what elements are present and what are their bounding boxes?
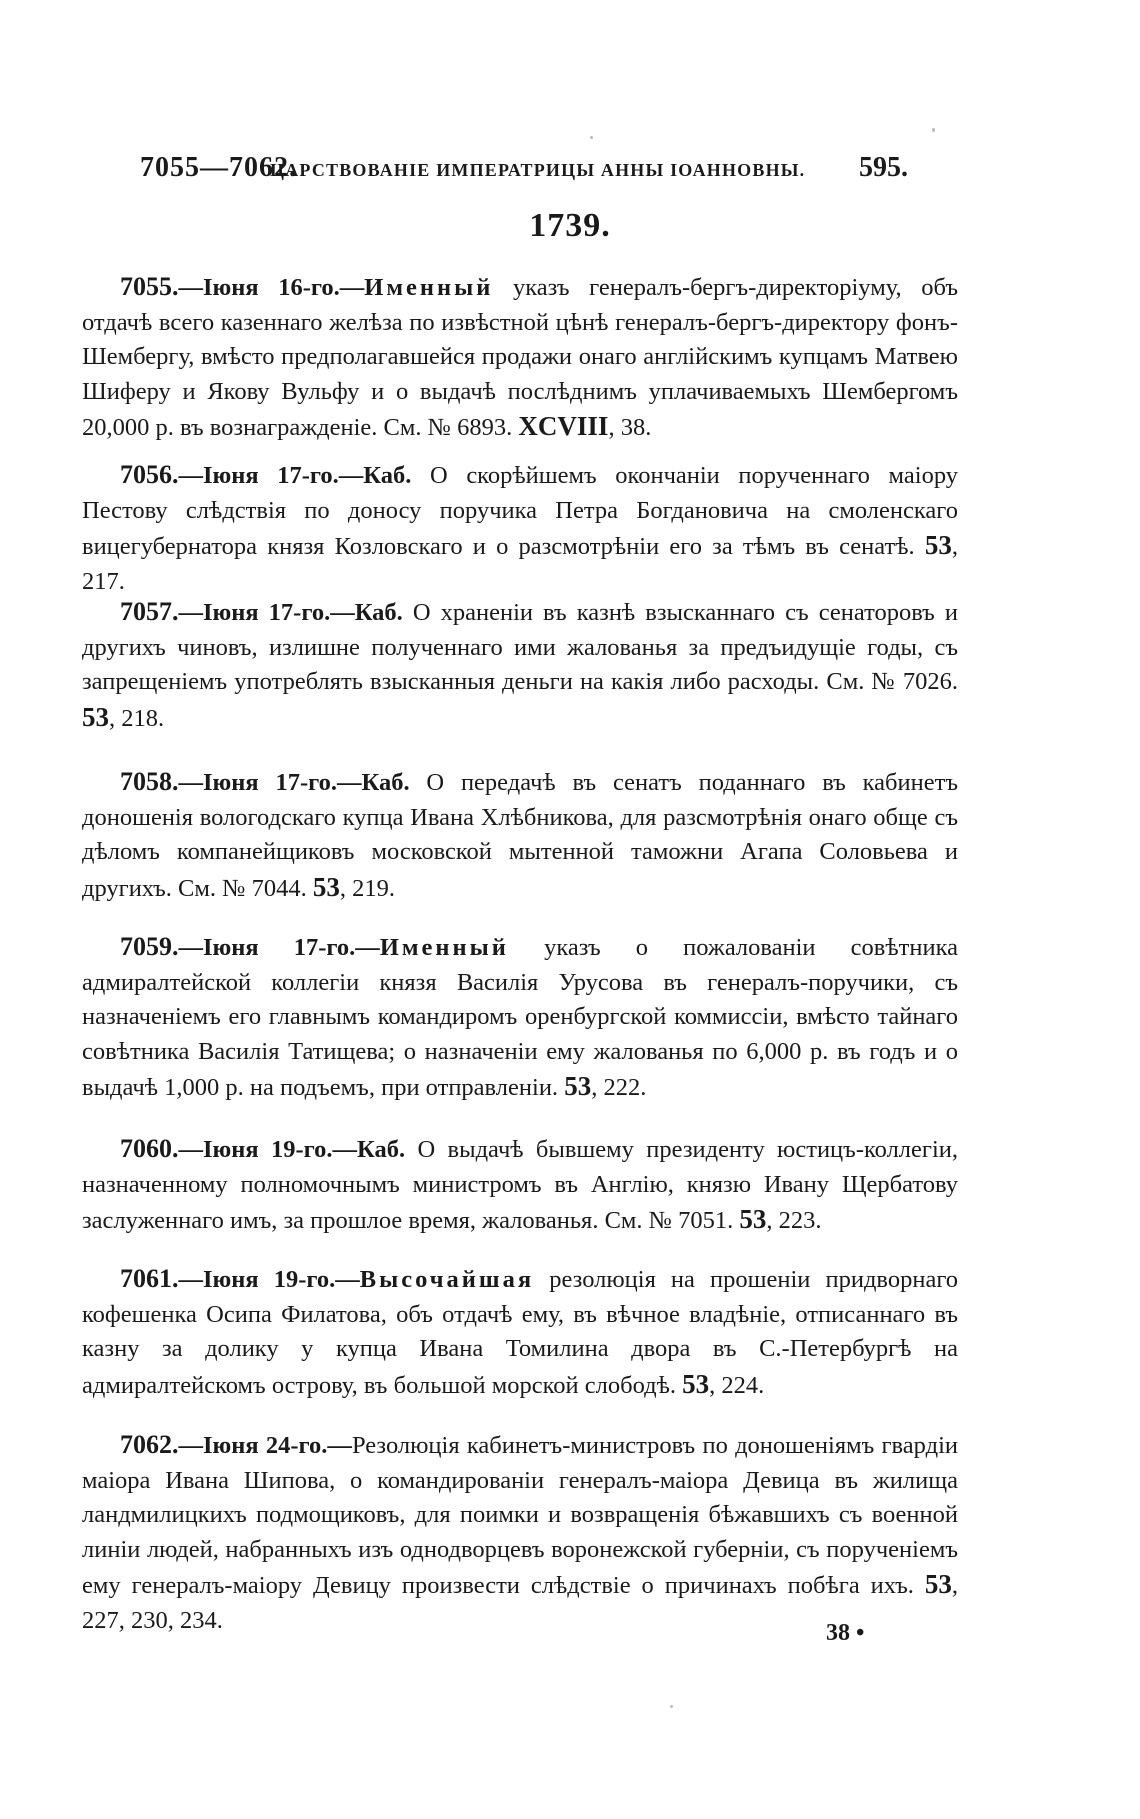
entry-kind: Именный: [364, 274, 494, 301]
entry-volume: 53: [682, 1368, 710, 1399]
entry-7055: [82, 270, 958, 446]
entry-pages: , 217.: [82, 533, 958, 595]
entry-pages: , 227, 230, 234.: [82, 1572, 958, 1634]
entry-number: 7059.: [120, 932, 179, 961]
running-head: [140, 152, 908, 192]
entry-kind: Резолюція: [351, 1432, 460, 1459]
entry-date: —Іюня 24-го.—: [178, 1432, 352, 1459]
entry-text: О храненіи въ казнѣ взысканнаго съ сенаторовъ и другихъ чиновъ, излишне полученнаго ими жалованья за предъидущіе годы, съ запрещеніемъ употреблять взысканныя деньги на какія либо расходы. См. № 7026.: [82, 599, 959, 695]
running-head-range: 7055—7062.: [140, 152, 297, 183]
entry-text: О передачѣ въ сенатъ поданнаго въ кабинетъ доношенія вологодскаго купца Ивана Хлѣбникова, для разсмотрѣнія онаго обще съ дѣломъ компанейщиковъ московской мытенной таможни Агапа Соловьева и другихъ. См. № 7044.: [82, 769, 958, 902]
entry-pages: , 219.: [339, 874, 396, 902]
entry-kind: Каб.: [354, 599, 403, 626]
entry-pages: , 223.: [766, 1207, 822, 1234]
entry-volume: 53: [924, 1569, 952, 1599]
entry-pages: , 222.: [591, 1074, 647, 1101]
entry-text: кабинетъ-министровъ по доношеніямъ гвардіи маіора Ивана Шипова, о командированіи генералъ-маіора Девица въ жилища ландмилицкихъ подмощиковъ, для поимки и возвращенія бѣжавшихъ съ военной линіи людей, набранныхъ изъ однодворцевъ воронежской губерніи, съ порученіемъ ему генералъ-маіору Девицу произвести слѣдствіе о причинахъ побѣга ихъ.: [82, 1432, 958, 1599]
entry-kind: Каб.: [363, 462, 412, 489]
entry-kind: Высочайшая: [359, 1266, 535, 1293]
entry-volume: 53: [312, 871, 340, 902]
entry-volume: XCVIII: [518, 411, 609, 441]
entry-number: 7060.: [120, 1134, 179, 1163]
entry-7057: [82, 595, 958, 736]
entry-7060: [82, 1132, 958, 1239]
scan-speck: [670, 1705, 673, 1708]
entry-volume: 53: [564, 1071, 592, 1101]
entry-pages: , 218.: [109, 704, 165, 732]
entry-number: 7055.: [120, 272, 179, 301]
entry-7061: [82, 1262, 958, 1403]
entry-number: 7056.: [120, 460, 179, 489]
entry-number: 7057.: [120, 597, 179, 626]
entry-volume: 53: [82, 701, 109, 732]
entry-date: —Іюня 17-го.—: [178, 934, 380, 961]
entry-number: 7062.: [120, 1430, 179, 1459]
signature-mark: 38 •: [826, 1620, 865, 1646]
entry-date: —Іюня 17-го.—: [178, 769, 362, 796]
entry-7058: [82, 765, 958, 906]
entry-kind: Именный: [379, 934, 509, 961]
entry-number: 7061.: [120, 1264, 179, 1293]
entry-text: резолюція на прошеніи придворнаго кофешенка Осипа Филатова, объ отдачѣ ему, въ вѣчное владѣніе, отписаннаго въ казну за долику у купца Ивана Томилина двора въ С.-Петербургѣ на адмиралтейскомъ острову, въ большой морской слободѣ.: [82, 1266, 959, 1399]
entry-number: 7058.: [120, 767, 179, 796]
entry-date: —Іюня 19-го.—: [178, 1266, 360, 1293]
entry-date: —Іюня 17-го.—: [178, 462, 364, 489]
entry-text: указъ генералъ-бергъ-директоріуму, объ отдачѣ всего казеннаго желѣза по извѣстной цѣнѣ генералъ-бергъ-директору фонъ-Шембергу, вмѣсто предполагавшейся продажи онаго англійскимъ купцамъ Матвею Шиферу и Якову Вульфу и о выдачѣ послѣднимъ уплачиваемыхъ Шембергомъ 20,000 р. въ вознагражденіе. См. № 6893.: [82, 274, 959, 441]
entry-kind: Каб.: [357, 1136, 406, 1163]
scan-speck: [590, 136, 593, 139]
running-head-title: ЦАРСТВОВАНІЕ ИМПЕРАТРИЦЫ АННЫ ІОАННОВНЫ.: [270, 160, 806, 180]
entry-7056: [82, 458, 958, 599]
entry-date: —Іюня 17-го.—: [178, 599, 355, 626]
entry-kind: Каб.: [361, 769, 410, 796]
entry-7062: [82, 1428, 958, 1638]
scan-speck: [932, 128, 935, 132]
entry-pages: , 224.: [709, 1371, 765, 1399]
entry-pages: , 38.: [608, 414, 652, 441]
year-heading: 1739.: [529, 207, 611, 244]
entry-text: О выдачѣ бывшему президенту юстицъ-коллегіи, назначенному полномочнымъ министромъ въ Англію, князю Ивану Щербатову заслуженнаго имъ, за прошлое время, жалованья. См. № 7051.: [82, 1136, 958, 1234]
entry-text: указъ о пожалованіи совѣтника адмиралтейской коллегіи князя Василія Урусова въ генералъ-поручики, съ назначеніемъ его главнымъ командиромъ оренбургской коммиссіи, вмѣсто тайнаго совѣтника Василія Татищева; о назначеніи ему жалованья по 6,000 р. въ годъ и о выдачѣ 1,000 р. на подъемъ, при отправленіи.: [82, 934, 959, 1101]
entry-date: —Іюня 19-го.—: [178, 1136, 358, 1163]
entry-7059: [82, 930, 958, 1106]
entry-volume: 53: [739, 1204, 767, 1234]
entry-date: —Іюня 16-го.—: [178, 274, 365, 301]
entry-text: О скорѣйшемъ окончаніи порученнаго маіору Пестову слѣдствія по доносу поручика Петра Богдановича на смоленскаго вицегубернатора князя Козловскаго и о разсмотрѣніи его за тѣмъ въ сенатѣ.: [82, 462, 958, 560]
entry-volume: 53: [924, 530, 952, 560]
page-number: 595.: [859, 152, 908, 183]
